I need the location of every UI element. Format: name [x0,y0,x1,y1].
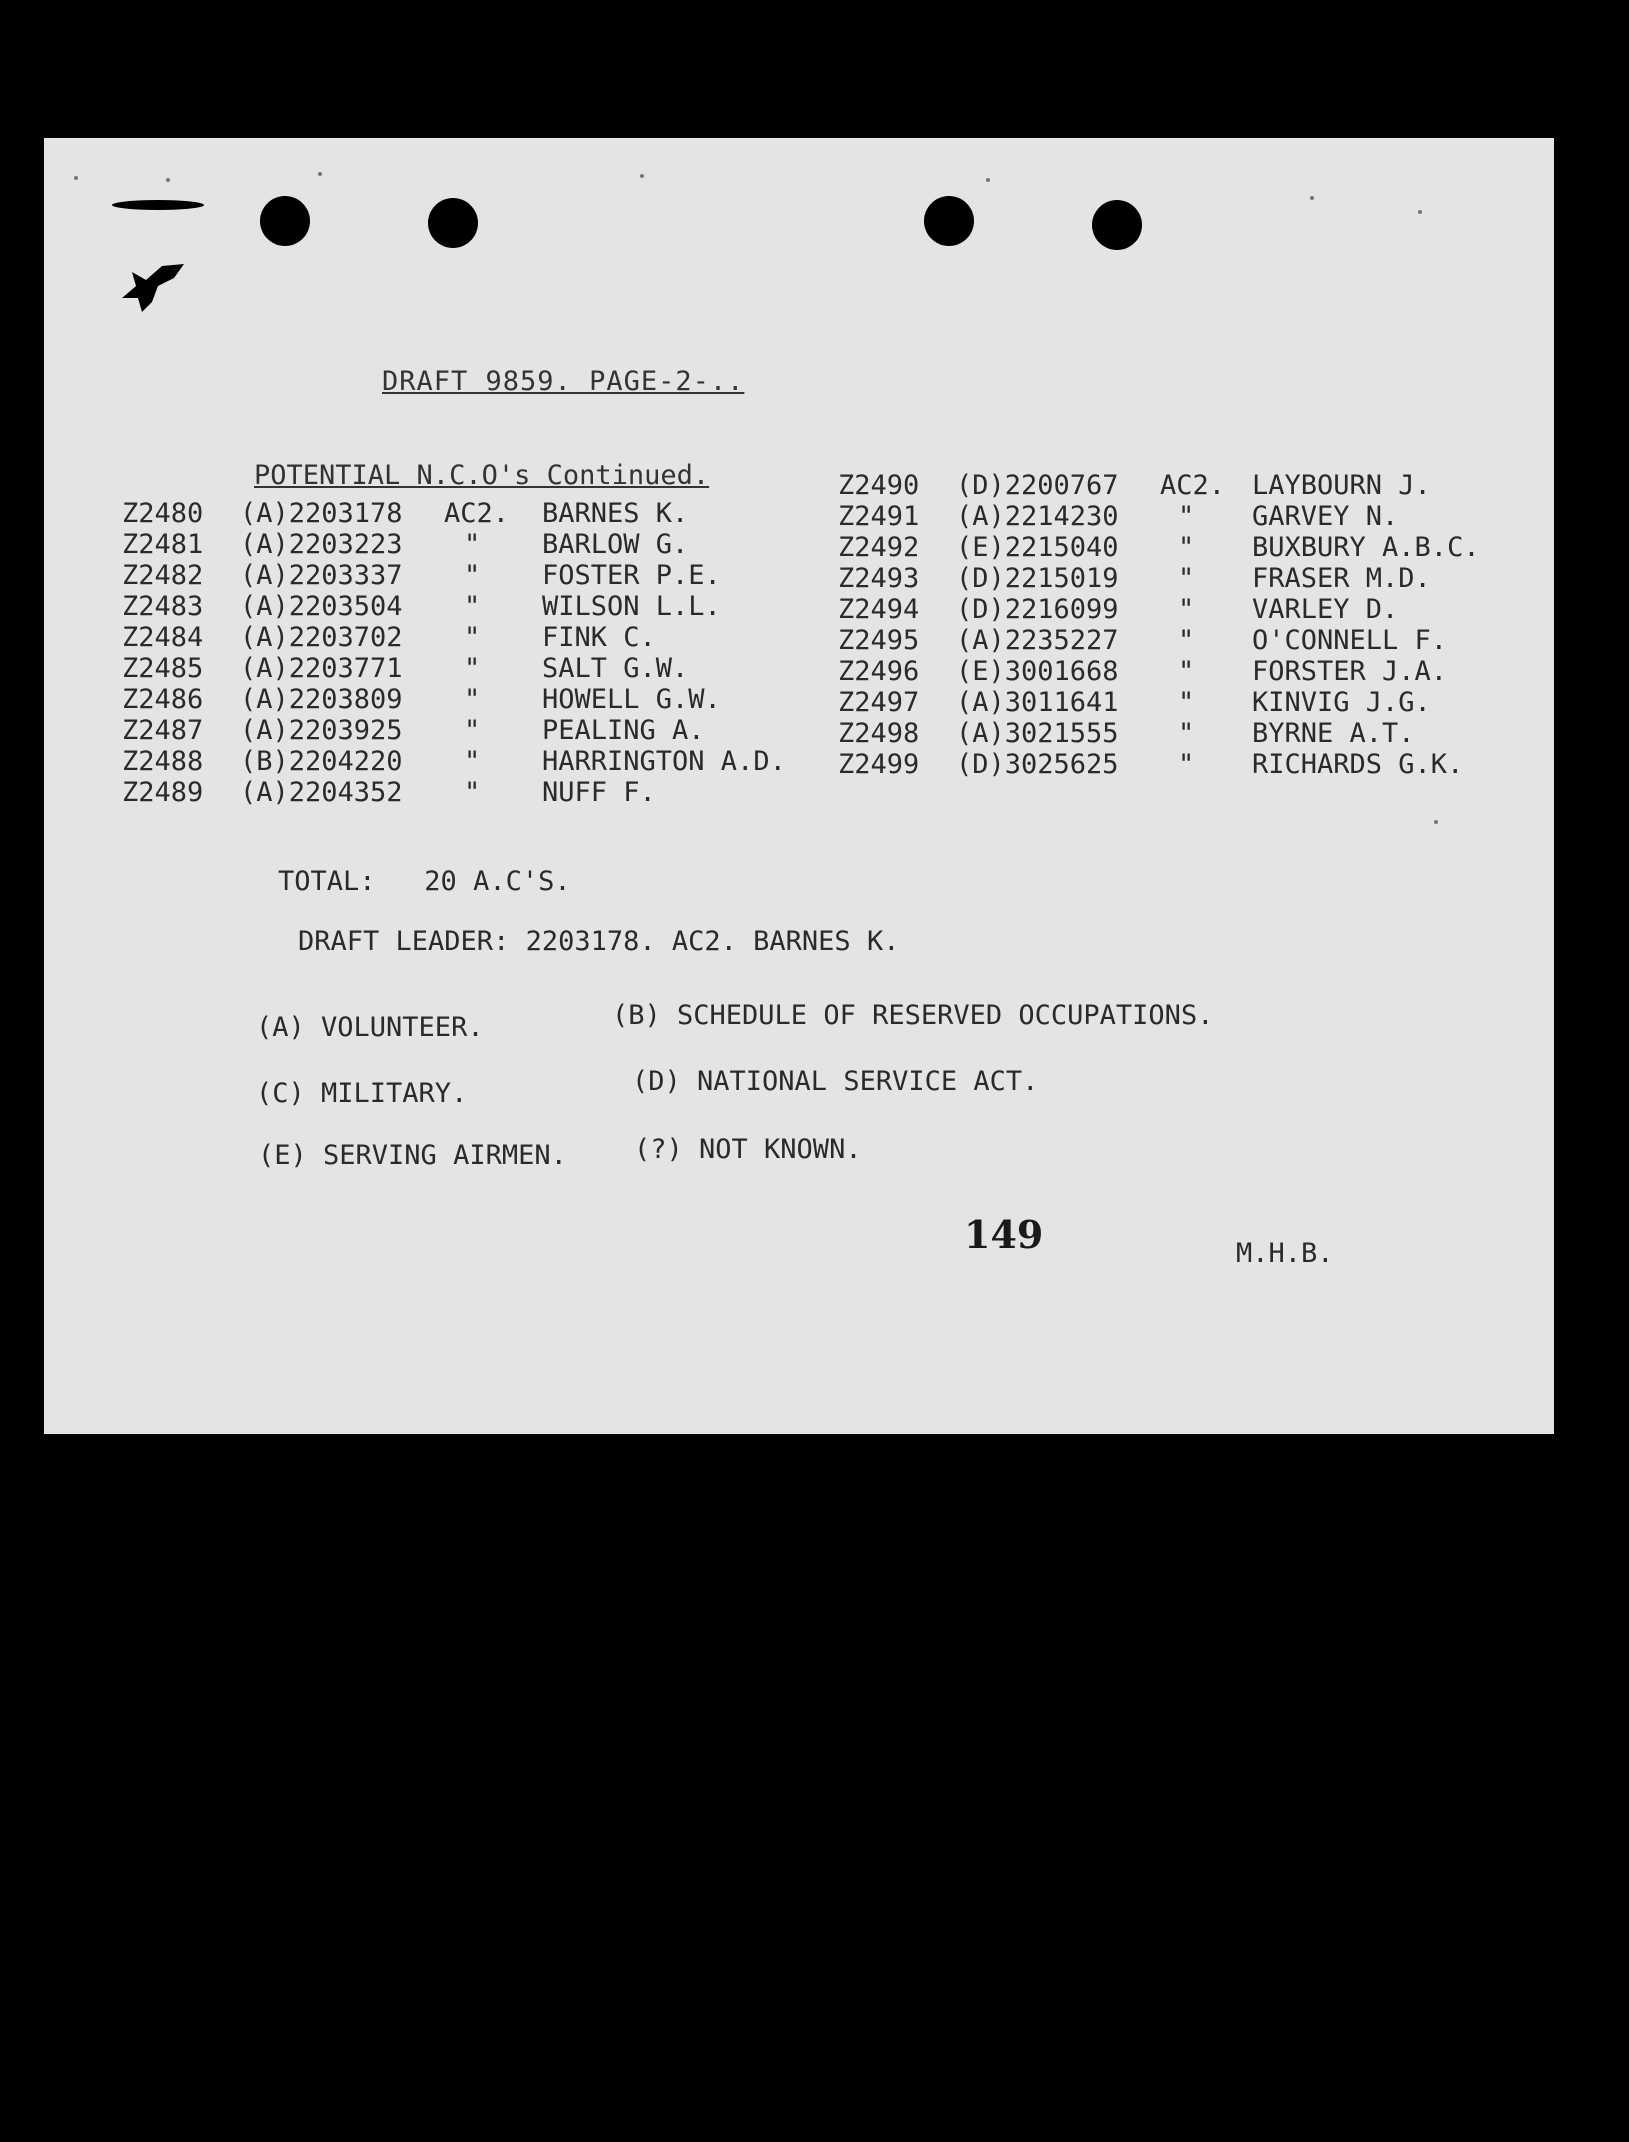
entry-number: Z2482 [122,560,204,591]
person-name: SALT G.W. [542,653,689,684]
rank: " [1178,594,1195,625]
rank: " [464,715,481,746]
table-row [838,563,1558,594]
service-number: (E)2215040 [956,532,1119,563]
entry-number: Z2489 [122,777,204,808]
total-line: TOTAL: 20 A.C'S. [278,866,571,897]
service-number: (A)2203809 [240,684,403,715]
entry-number: Z2483 [122,591,204,622]
person-name: HARRINGTON A.D. [542,746,786,777]
entry-number: Z2480 [122,498,204,529]
rank: " [1178,656,1195,687]
rank: " [1178,532,1195,563]
person-name: BUXBURY A.B.C. [1252,532,1480,563]
speck [166,178,170,182]
table-row [122,715,842,746]
entry-number: Z2499 [838,749,920,780]
service-number: (D)2200767 [956,470,1119,501]
entry-number: Z2488 [122,746,204,777]
initials: M.H.B. [1236,1238,1334,1269]
left-entry-list [122,498,842,818]
person-name: KINVIG J.G. [1252,687,1431,718]
table-row [838,470,1558,501]
rank: " [1178,563,1195,594]
rank: " [464,746,481,777]
punch-hole [924,196,974,246]
table-row [122,498,842,529]
speck [986,178,990,182]
person-name: GARVEY N. [1252,501,1399,532]
person-name: LAYBOURN J. [1252,470,1431,501]
entry-number: Z2491 [838,501,920,532]
legend-volunteer: (A) VOLUNTEER. [256,1012,484,1043]
person-name: FRASER M.D. [1252,563,1431,594]
service-number: (E)3001668 [956,656,1119,687]
service-number: (A)2204352 [240,777,403,808]
entry-number: Z2497 [838,687,920,718]
service-number: (D)2215019 [956,563,1119,594]
rank: " [464,684,481,715]
section-subheading: POTENTIAL N.C.O's Continued. [254,460,710,491]
table-row [122,560,842,591]
table-row [838,718,1558,749]
rank: AC2. [1160,470,1226,501]
entry-number: Z2481 [122,529,204,560]
legend-national-service-act: (D) NATIONAL SERVICE ACT. [632,1066,1039,1097]
person-name: WILSON L.L. [542,591,721,622]
person-name: FINK C. [542,622,656,653]
table-row [838,501,1558,532]
entry-number: Z2493 [838,563,920,594]
service-number: (A)2214230 [956,501,1119,532]
entry-number: Z2490 [838,470,920,501]
person-name: O'CONNELL F. [1252,625,1448,656]
document-title: DRAFT 9859. PAGE-2-.. [382,366,745,397]
ink-blot [118,262,188,314]
rank: " [1178,625,1195,656]
person-name: HOWELL G.W. [542,684,721,715]
legend-reserved-occupations: (B) SCHEDULE OF RESERVED OCCUPATIONS. [612,1000,1214,1031]
service-number: (A)3011641 [956,687,1119,718]
speck [1418,210,1422,214]
rank: " [464,653,481,684]
table-row [122,591,842,622]
table-row [122,684,842,715]
service-number: (A)3021555 [956,718,1119,749]
entry-number: Z2485 [122,653,204,684]
table-row [122,653,842,684]
entry-number: Z2486 [122,684,204,715]
table-row [122,529,842,560]
speck [74,176,78,180]
entry-number: Z2494 [838,594,920,625]
legend-military: (C) MILITARY. [256,1078,468,1109]
table-row [838,625,1558,656]
person-name: PEALING A. [542,715,705,746]
person-name: RICHARDS G.K. [1252,749,1464,780]
entry-number: Z2492 [838,532,920,563]
person-name: FORSTER J.A. [1252,656,1448,687]
person-name: BYRNE A.T. [1252,718,1415,749]
service-number: (A)2203223 [240,529,403,560]
person-name: BARLOW G. [542,529,689,560]
service-number: (A)2203771 [240,653,403,684]
speck [1310,196,1314,200]
service-number: (A)2203504 [240,591,403,622]
service-number: (D)2216099 [956,594,1119,625]
rank: AC2. [444,498,510,529]
person-name: VARLEY D. [1252,594,1399,625]
draft-leader-line: DRAFT LEADER: 2203178. AC2. BARNES K. [298,926,900,957]
entry-number: Z2496 [838,656,920,687]
person-name: FOSTER P.E. [542,560,721,591]
punch-hole [260,196,310,246]
person-name: NUFF F. [542,777,656,808]
table-row [122,746,842,777]
rank: " [464,591,481,622]
punch-hole [1092,200,1142,250]
service-number: (A)2203178 [240,498,403,529]
punch-hole [428,198,478,248]
legend-serving-airmen: (E) SERVING AIRMEN. [258,1140,567,1171]
service-number: (A)2203702 [240,622,403,653]
entry-number: Z2484 [122,622,204,653]
speck [1434,820,1438,824]
service-number: (A)2203337 [240,560,403,591]
table-row [838,594,1558,625]
rank: " [464,777,481,808]
rank: " [1178,501,1195,532]
table-row [838,532,1558,563]
table-row [838,749,1558,780]
entry-number: Z2498 [838,718,920,749]
service-number: (B)2204220 [240,746,403,777]
table-row [122,622,842,653]
rank: " [464,529,481,560]
ink-mark [112,200,204,210]
rank: " [1178,718,1195,749]
entry-number: Z2487 [122,715,204,746]
table-row [838,656,1558,687]
entry-number: Z2495 [838,625,920,656]
table-row [838,687,1558,718]
service-number: (A)2235227 [956,625,1119,656]
service-number: (A)2203925 [240,715,403,746]
speck [640,174,644,178]
page-number: 149 [964,1212,1044,1257]
legend-not-known: (?) NOT KNOWN. [634,1134,862,1165]
service-number: (D)3025625 [956,749,1119,780]
rank: " [464,560,481,591]
person-name: BARNES K. [542,498,689,529]
rank: " [1178,749,1195,780]
right-entry-list [838,470,1558,790]
speck [318,172,322,176]
rank: " [464,622,481,653]
table-row [122,777,842,808]
rank: " [1178,687,1195,718]
